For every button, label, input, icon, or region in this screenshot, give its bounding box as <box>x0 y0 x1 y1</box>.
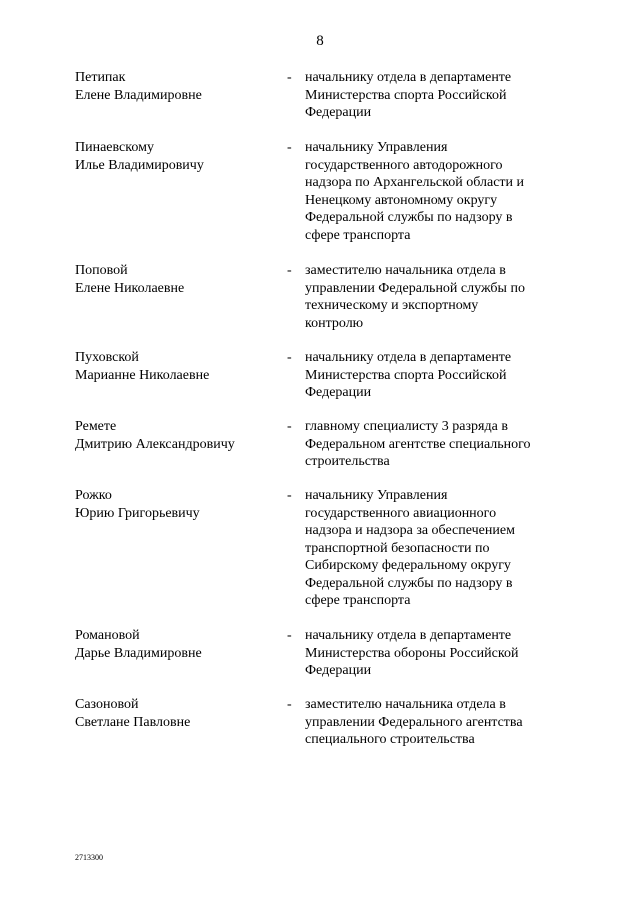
surname: Пинаевскому <box>75 140 154 155</box>
surname: Романовой <box>75 628 140 643</box>
given-names: Дмитрию Александровичу <box>75 436 235 452</box>
position-line: Федерации <box>305 663 372 678</box>
position-line: Федеральном агентстве специального <box>305 436 531 452</box>
given-names: Илье Владимировичу <box>75 157 204 173</box>
given-names: Светлане Павловне <box>75 714 191 730</box>
recipient-name <box>75 349 275 384</box>
recipient-name <box>75 696 275 731</box>
position-line: надзора и надзора за обеспечением <box>305 523 515 538</box>
recipient-name <box>75 487 275 522</box>
recipient-name <box>75 627 275 662</box>
position-line: Ненецкому автономному округу <box>305 192 498 208</box>
dash-separator: - <box>287 350 292 365</box>
recipient-name <box>75 69 275 104</box>
position-line: Сибирскому федеральному округу <box>305 558 511 573</box>
recipient-position <box>305 627 550 680</box>
recipient-name <box>75 262 275 297</box>
given-names: Марианне Николаевне <box>75 367 210 383</box>
position-line: Федеральной службы по надзору в <box>305 575 513 591</box>
surname: Петипак <box>75 70 126 85</box>
dash-separator: - <box>287 140 292 155</box>
dash-separator: - <box>287 697 292 712</box>
position-line: специального строительства <box>305 732 475 747</box>
dash-separator: - <box>287 263 292 278</box>
position-line: техническому и экспортному <box>305 298 479 313</box>
recipient-name <box>75 139 275 174</box>
surname: Пуховской <box>75 350 139 365</box>
recipient-position <box>305 262 550 332</box>
position-line: начальнику отдела в департаменте <box>305 70 512 85</box>
position-line: начальнику Управления <box>305 140 448 155</box>
position-line: Федерации <box>305 105 372 120</box>
surname: Сазоновой <box>75 697 139 712</box>
given-names: Елене Владимировне <box>75 87 202 103</box>
position-line: начальнику отдела в департаменте <box>305 350 512 365</box>
recipient-name <box>75 418 275 453</box>
recipient-position <box>305 487 550 610</box>
given-names: Елене Николаевне <box>75 280 185 296</box>
position-line: транспортной безопасности по <box>305 540 490 556</box>
position-line: начальнику отдела в департаменте <box>305 628 512 643</box>
position-line: сфере транспорта <box>305 593 411 608</box>
given-names: Дарье Владимировне <box>75 645 202 661</box>
position-line: главному специалисту 3 разряда в <box>305 419 508 434</box>
position-line: заместителю начальника отдела в <box>305 263 506 278</box>
position-line: управлении Федеральной службы по <box>305 280 525 296</box>
page-number: 8 <box>316 33 324 49</box>
position-line: сфере транспорта <box>305 227 411 243</box>
position-line: Министерства спорта Российской <box>305 87 507 103</box>
position-line: Министерства обороны Российской <box>305 645 519 661</box>
dash-separator: - <box>287 70 292 85</box>
dash-separator: - <box>287 488 292 503</box>
position-line: государственного авиационного <box>305 505 497 521</box>
recipient-position <box>305 349 550 402</box>
position-line: Федеральной службы по надзору в <box>305 210 513 225</box>
position-line: заместителю начальника отдела в <box>305 697 506 712</box>
dash-separator: - <box>287 419 292 434</box>
given-names: Юрию Григорьевичу <box>75 505 200 521</box>
surname: Рожко <box>75 488 112 503</box>
position-line: государственного автодорожного <box>305 157 503 173</box>
position-line: надзора по Архангельской области и <box>305 175 525 190</box>
position-line: строительства <box>305 454 390 469</box>
surname: Ремете <box>75 419 117 434</box>
recipient-position <box>305 696 550 749</box>
recipient-position <box>305 139 550 244</box>
position-line: Министерства спорта Российской <box>305 367 507 383</box>
position-line: управлении Федерального агентства <box>305 714 523 730</box>
position-line: начальнику Управления <box>305 488 448 503</box>
surname: Поповой <box>75 263 128 278</box>
recipient-position <box>305 418 550 471</box>
position-line: контролю <box>305 315 364 331</box>
position-line: Федерации <box>305 385 372 400</box>
recipient-position <box>305 69 550 122</box>
dash-separator: - <box>287 628 292 643</box>
document-code: 2713300 <box>75 853 103 862</box>
